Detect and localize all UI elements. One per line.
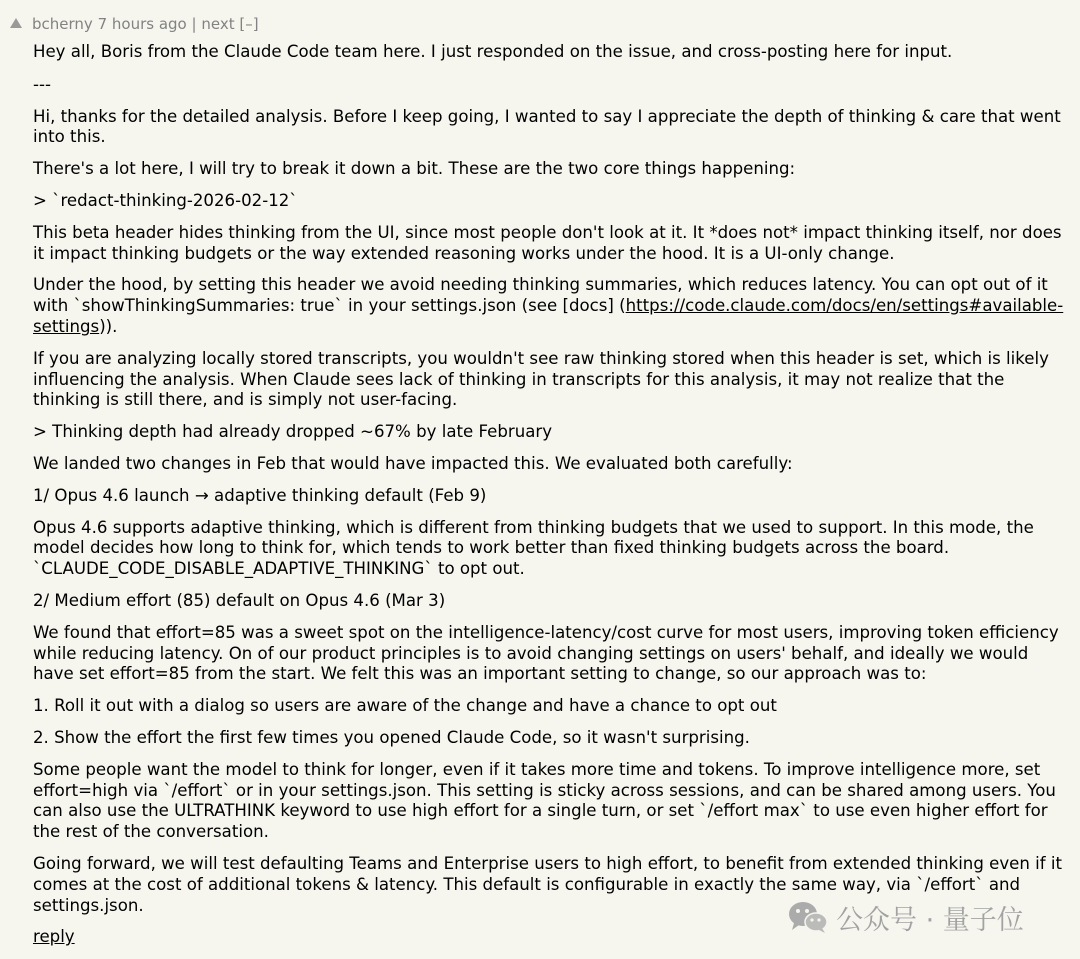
username-link[interactable]: bcherny	[32, 15, 93, 33]
collapse-toggle[interactable]: [–]	[239, 15, 259, 33]
watermark-text: 公众号 · 量子位	[836, 904, 1024, 936]
paragraph: Hi, thanks for the detailed analysis. Before I keep going, I wanted to say I appreciate the depth of thinking & care that went into this.	[33, 106, 1061, 147]
wechat-icon	[786, 899, 830, 935]
comment-age-link[interactable]: 7 hours ago	[97, 15, 187, 33]
paragraph: 2. Show the effort the first few times you opened Claude Code, so it wasn't surprising.	[33, 727, 750, 747]
watermark	[786, 897, 1024, 937]
quote-paragraph: > Thinking depth had already dropped ~67% by late February	[33, 422, 553, 442]
paragraph: Some people want the model to think for longer, even if it takes more time and tokens. To improve intelligence more, set effort=high via `/effort` or in your settings.json. This setting is sticky across sessions, and can be shared among users. You can also use the ULTRATHINK keyword to use high effort for a single turn, or set `/effort max` to use even higher effort for the rest of the conversation.	[33, 759, 1056, 842]
paragraph: ---	[33, 74, 51, 94]
paragraph: We found that effort=85 was a sweet spot on the intelligence-latency/cost curve for most users, improving token efficiency while reducing latency. On of our product principles is to avoid changing settings on users' behalf, and ideally we would have set effort=85 from the start. We felt this was an important setting to change, so our approach was to:	[33, 622, 1059, 684]
paragraph: We landed two changes in Feb that would have impacted this. We evaluated both carefully:	[33, 453, 793, 473]
comment-header	[10, 14, 259, 34]
comment-text	[33, 42, 1073, 948]
paragraph: This beta header hides thinking from the UI, since most people don't look at it. It *does not* impact thinking itself, nor does it impact thinking budgets or the way extended reasoning works under the hood. It is a UI-only change.	[33, 222, 1062, 263]
paragraph-with-link	[33, 275, 1073, 337]
quote-paragraph: > `redact-thinking-2026-02-12`	[33, 190, 298, 210]
paragraph: If you are analyzing locally stored transcripts, you wouldn't see raw thinking stored when this header is set, which is likely influencing the analysis. When Claude sees lack of thinking in transcripts for this analysis, it may not realize that the thinking is still there, and is simply not user-facing.	[33, 348, 1049, 410]
upvote-arrow-icon[interactable]	[10, 18, 22, 28]
reply-link[interactable]: reply	[33, 927, 75, 947]
paragraph: Hey all, Boris from the Claude Code team here. I just responded on the issue, and cross-posting here for input.	[33, 42, 953, 61]
docs-link[interactable]: https://code.claude.com/docs/en/settings#available-settings	[33, 296, 1064, 336]
separator: |	[191, 15, 197, 33]
paragraph: Opus 4.6 supports adaptive thinking, which is different from thinking budgets that we used to support. In this mode, the model decides how long to think for, which tends to work better than fixed thinking budgets across the board. `CLAUDE_CODE_DISABLE_ADAPTIVE_THINKING` to opt out.	[33, 517, 1034, 579]
paren-open: (	[619, 296, 626, 316]
paragraph: 2/ Medium effort (85) default on Opus 4.6 (Mar 3)	[33, 590, 446, 610]
paragraph: Going forward, we will test defaulting Teams and Enterprise users to high effort, to benefit from extended thinking even if it comes at the cost of additional tokens & latency. This default is configurable in exactly the same way, via `/effort` and settings.json.	[33, 853, 1062, 915]
paren-close: )).	[99, 316, 118, 336]
paragraph: There's a lot here, I will try to break it down a bit. These are the two core things happening:	[33, 159, 796, 179]
paragraph-text: Under the hood, by setting this header we avoid needing thinking summaries, which reduces latency. You can opt out of it with `showThinkingSummaries: true` in your settings.json (see [docs]	[33, 275, 1048, 316]
next-link[interactable]: next	[201, 15, 235, 33]
paragraph: 1. Roll it out with a dialog so users are aware of the change and have a chance to opt out	[33, 696, 777, 716]
paragraph: 1/ Opus 4.6 launch → adaptive thinking default (Feb 9)	[33, 485, 487, 505]
